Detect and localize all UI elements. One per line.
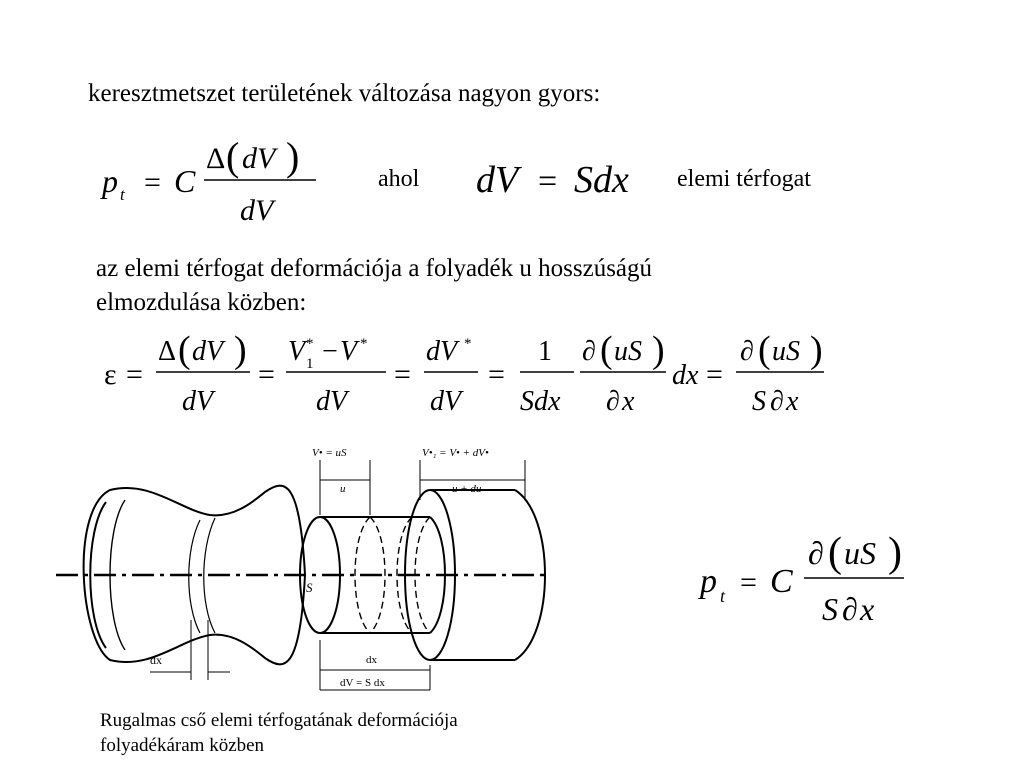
svg-text:∂: ∂	[770, 386, 784, 417]
ahol-label: ahol	[378, 166, 420, 192]
svg-text:=: =	[394, 358, 411, 391]
svg-text:(: (	[758, 329, 771, 371]
dx-label-mid: dx	[366, 654, 377, 666]
caption-line-1: Rugalmas cső elemi térfogatának deformációja	[100, 710, 458, 731]
svg-text:): )	[234, 329, 247, 371]
figure-caption	[100, 708, 458, 758]
svg-text:1: 1	[538, 336, 552, 367]
svg-text:=: =	[488, 358, 505, 391]
svg-text:S: S	[752, 386, 766, 417]
svg-text:Sdx: Sdx	[520, 386, 561, 417]
svg-text:dV: dV	[182, 386, 214, 417]
svg-text:x: x	[860, 591, 875, 627]
svg-text:): )	[286, 134, 300, 179]
svg-text:): )	[888, 530, 902, 576]
svg-text:Δ: Δ	[158, 336, 177, 367]
svg-text:C: C	[770, 563, 793, 600]
svg-text:∂: ∂	[842, 591, 858, 627]
svg-text:*: *	[306, 336, 314, 352]
svg-text:C: C	[174, 163, 196, 199]
svg-text:=: =	[538, 163, 558, 200]
paragraph-line-2: elmozdulása közben:	[96, 289, 307, 316]
label-v: V• = uS	[312, 447, 347, 459]
svg-text:=: =	[258, 358, 275, 391]
intro-text: keresztmetszet területének változása nagyon gyors:	[88, 80, 601, 107]
svg-text:∂: ∂	[606, 386, 620, 417]
svg-text:(: (	[600, 329, 613, 371]
svg-text:V: V	[288, 336, 306, 367]
svg-text:∂: ∂	[808, 535, 824, 571]
svg-text:dV: dV	[476, 159, 519, 201]
deformation-paragraph	[96, 252, 652, 320]
svg-text:V: V	[340, 336, 358, 367]
svg-text:dV: dV	[192, 336, 224, 367]
svg-text:dV: dV	[430, 386, 462, 417]
svg-text:uS: uS	[614, 336, 642, 367]
equation-pt-final	[696, 522, 916, 632]
svg-text:Δ: Δ	[206, 142, 226, 175]
caption-line-2: folyadékáram közben	[100, 735, 265, 756]
svg-text:(: (	[226, 134, 240, 179]
svg-text:Sdx: Sdx	[574, 159, 629, 201]
svg-text:*: *	[464, 336, 472, 352]
elemi-terfogat-label: elemi térfogat	[677, 166, 811, 192]
svg-text:=: =	[126, 358, 143, 391]
label-u: u	[340, 483, 346, 495]
svg-text:dV: dV	[316, 386, 348, 417]
svg-text:*: *	[360, 336, 368, 352]
svg-text:dV: dV	[242, 142, 276, 175]
svg-text:=: =	[144, 166, 161, 199]
svg-text:∂: ∂	[582, 336, 596, 367]
dx-label-left: dx	[150, 653, 162, 667]
svg-text:uS: uS	[844, 535, 876, 571]
svg-text:dx: dx	[672, 360, 699, 391]
svg-text:p: p	[102, 163, 118, 199]
svg-text:=: =	[706, 358, 723, 391]
svg-text:t: t	[120, 185, 125, 204]
tube-deformation-figure	[50, 440, 560, 700]
svg-text:): )	[810, 329, 823, 371]
svg-text:dV: dV	[426, 336, 458, 367]
s-label: S	[306, 580, 313, 595]
svg-text:ε: ε	[104, 358, 117, 391]
svg-text:∂: ∂	[740, 336, 754, 367]
svg-text:S: S	[822, 591, 838, 627]
svg-text:x: x	[786, 386, 799, 417]
dv-label: dV = S dx	[340, 677, 385, 689]
deformed-tube-drawing	[84, 486, 305, 680]
equation-pt-definition	[96, 128, 336, 238]
svg-text:−: −	[322, 336, 338, 367]
svg-text:): )	[652, 329, 665, 371]
paragraph-line-1: az elemi térfogat deformációja a folyadék u hosszúságú	[96, 255, 653, 282]
svg-text:1: 1	[306, 356, 314, 372]
svg-text:(: (	[828, 530, 842, 576]
svg-text:dV: dV	[240, 194, 274, 227]
svg-text:(: (	[178, 329, 191, 371]
equation-dv-definition	[470, 150, 660, 210]
label-u-du: u + du	[452, 483, 482, 495]
label-v1: V•₁ = V• + dV•	[422, 447, 489, 459]
svg-text:p: p	[700, 563, 717, 600]
svg-text:=: =	[740, 566, 757, 599]
equation-strain	[100, 322, 830, 422]
svg-text:x: x	[622, 386, 635, 417]
svg-text:t: t	[720, 586, 726, 606]
svg-text:uS: uS	[772, 336, 800, 367]
